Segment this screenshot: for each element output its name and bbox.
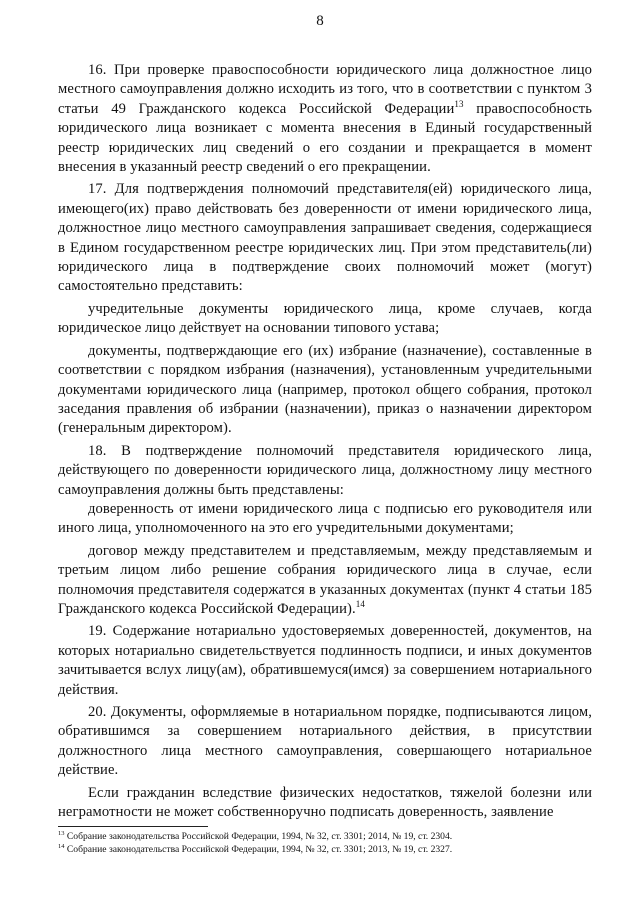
paragraph-18-item-1: доверенность от имени юридического лица с подписью его руководителя или иного лица, уполномоченного на это его учредительными документами; [58, 500, 592, 537]
paragraph-20: 20. Документы, оформляемые в нотариальном порядке, подписываются лицом, обратившимся за совершением нотариального действия, в присутствии должностного лица местного самоуправления, совершающего нотариальное действие. [58, 704, 592, 779]
footnote-13: $^{13}$ Собрание законодательства Российской Федерации, 1994, № 32, ст. 3301; 2014, № 19, ст. 2304. [58, 829, 453, 842]
footnote-ref-14: 14 [355, 599, 365, 610]
paragraph-18: 18. В подтверждение полномочий представителя юридического лица, действующего по доверенности юридического лица, должностному лицу местного самоуправления должны быть представлены: [58, 442, 592, 498]
footnote-divider [58, 826, 208, 827]
footnote-ref-13: 13 [454, 98, 464, 109]
paragraph-17-item-1: учредительные документы юридического лица, кроме случаев, когда юридическое лицо действует на основании типового устава; [58, 300, 592, 337]
paragraph-17-item-2: документы, подтверждающие его (их) избрание (назначение), составленные в соответствии с порядком избрания (назначения), установленным учредительными документами юридического лица (например, протокол общего собрания, протокол заседания правления об избрании (назначении), приказ о назначении директором (генеральным директором). [58, 342, 592, 437]
footnote-number: 13 [58, 829, 65, 837]
body-text [58, 61, 592, 822]
footnote-14: $^{14}$ Собрание законодательства Российской Федерации, 1994, № 32, ст. 3301; 2013, № 19, ст. 2327. [58, 842, 453, 855]
paragraph-18-item-2: договор между представителем и представляемым, между представляемым и третьим лицом либо решение собрания юридического лица в случае, если полномочия представителя содержатся в указанных документах (пункт 4 статьи 185 Гражданского кодекса Российской Федерации).$^{14}$ [58, 542, 592, 617]
page-number: 8 [316, 13, 324, 29]
paragraph-17: 17. Для подтверждения полномочий представителя(ей) юридического лица, имеющего(их) право действовать без доверенности от имени юридического лица, должностное лицо местного самоуправления запрашивает сведения, содержащиеся в Едином государственном реестре юридических лиц. При этом представитель(ли) юридического лица в подтверждение своих полномочий может (могут) самостоятельно представить: [58, 181, 592, 295]
paragraph-16: 16. При проверке правоспособности юридического лица должностное лицо местного самоуправления должно исходить из того, что в соответствии с пунктом 3 статьи 49 Гражданского кодекса Российской Федерации$^{13}$ правоспособность юридического лица возникает с момента внесения в Единый государственный реестр юридических лиц сведений о его создании и прекращается в момент внесения в указанный реестр сведений о его прекращении. [58, 62, 593, 176]
paragraph-20-continued: Если гражданин вследствие физических недостатков, тяжелой болезни или неграмотности не может собственноручно подписать доверенность, заявление [58, 784, 592, 821]
footnotes [58, 826, 592, 856]
paragraph-19: 19. Содержание нотариально удостоверяемых доверенностей, документов, на которых нотариально свидетельствуется подлинность подписи, и иных документов зачитывается вслух лицу(ам), обратившемуся(имся) за совершением нотариального действия. [58, 623, 592, 698]
footnote-number: 14 [58, 842, 65, 850]
